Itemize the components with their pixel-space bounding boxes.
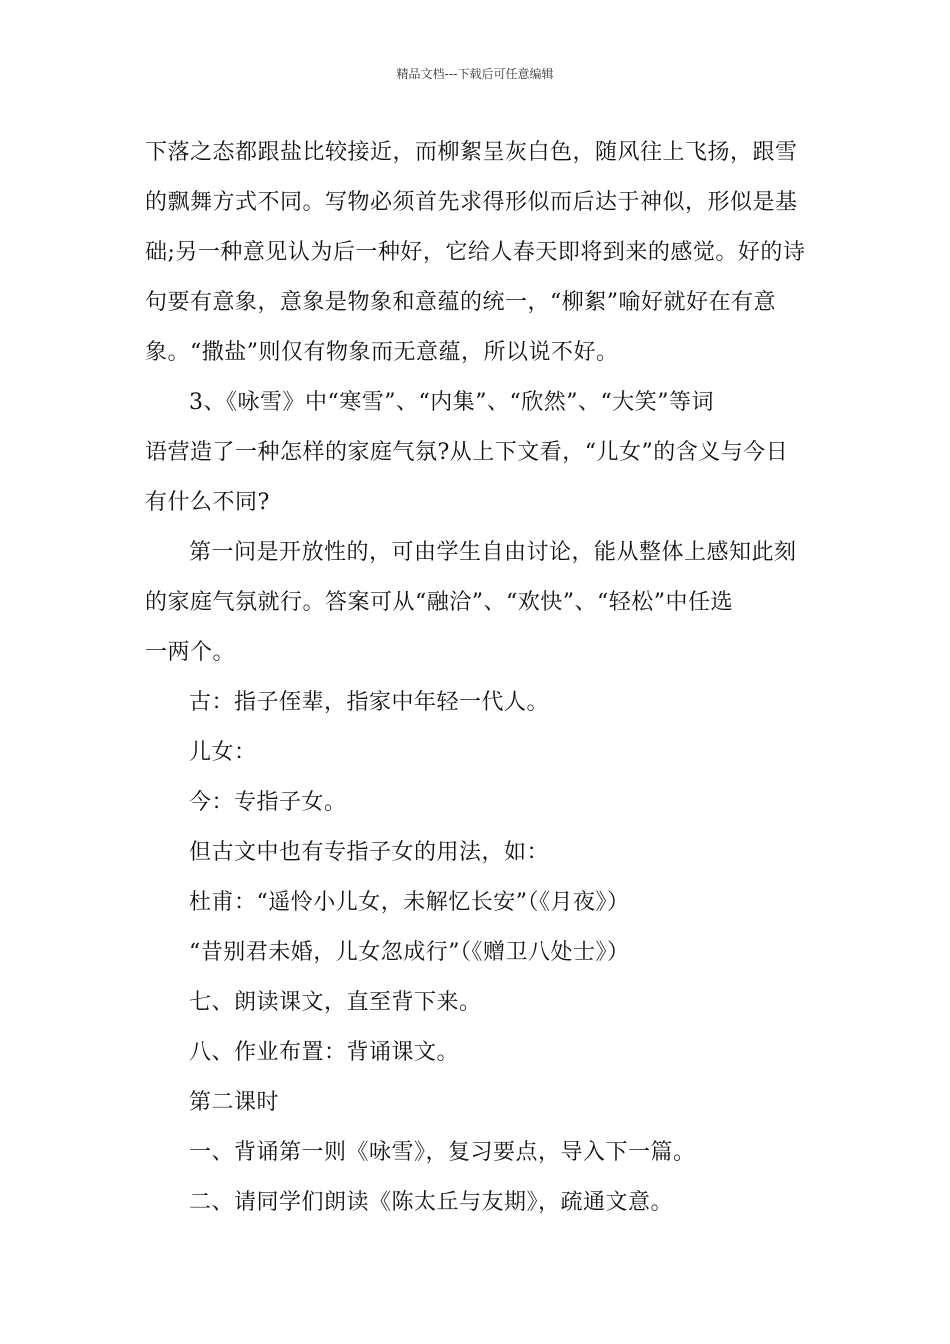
text-line: 一两个。 [145,640,236,665]
text-line: 的家庭气氛就行。答案可从“融洽”、“欢快”、“轻松”中任选 [145,590,733,615]
text-line: 象。“撒盐”则仅有物象而无意蕴，所以说不好。 [145,340,619,365]
text-line: 二、请同学们朗读《陈太丘与友期》，疏通文意。 [189,1190,674,1215]
text-line: 3、《咏雪》中“寒雪”、“内集”、“欣然”、“大笑”等词 [189,390,714,415]
text-line: 第二课时 [189,1090,280,1115]
text-line: 语营造了一种怎样的家庭气氛?从上下文看，“儿女”的含义与今日 [145,440,789,465]
text-line: 句要有意象，意象是物象和意蕴的统一，“柳絮”喻好就好在有意 [145,290,776,315]
text-line: 一、背诵第一则《咏雪》，复习要点，导入下一篇。 [189,1140,696,1165]
text-line: 古：指子侄辈，指家中年轻一代人。 [189,690,550,715]
document-body [145,128,807,1228]
text-line: 础;另一种意见认为后一种好，它给人春天即将到来的感觉。好的诗 [145,240,806,265]
text-line: “昔别君未婚，儿女忽成行”（《赠卫八处士》） [189,940,630,965]
text-line: 第一问是开放性的，可由学生自由讨论，能从整体上感知此刻 [189,540,797,565]
text-line: 下落之态都跟盐比较接近，而柳絮呈灰白色，随风往上飞扬，跟雪 [145,140,798,165]
text-line: 八、作业布置：背诵课文。 [189,1040,460,1065]
text-line: 七、朗读课文，直至背下来。 [189,990,482,1015]
page-header: 精品文档---下载后可任意编辑 [396,67,554,81]
text-line: 儿女： [189,740,257,765]
text-line: 杜甫：“遥怜小儿女，未解忆长安”（《月夜》） [189,890,630,915]
text-line: 今：专指子女。 [189,790,347,815]
text-line: 但古文中也有专指子女的用法，如： [189,840,550,865]
text-line: 有什么不同? [145,490,270,515]
text-line: 的飘舞方式不同。写物必须首先求得形似而后达于神似，形似是基 [145,190,798,215]
